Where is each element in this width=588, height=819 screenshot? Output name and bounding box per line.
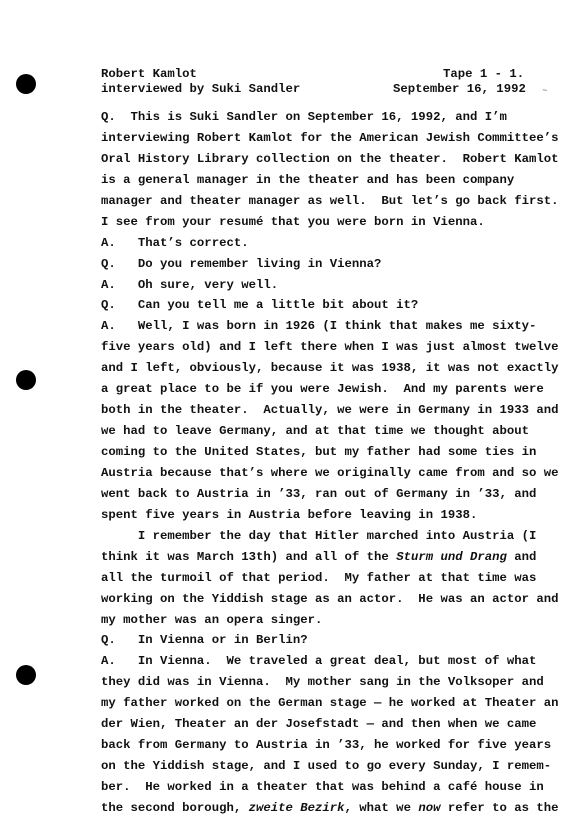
transcript-line: working on the Yiddish stage as an actor. He was an actor and — [101, 591, 559, 606]
transcript-line: Q. Do you remember living in Vienna? — [101, 256, 382, 271]
transcript-line: Austria because that’s where we originally came from and so we — [101, 465, 559, 480]
transcript-line: A. In Vienna. We traveled a great deal, but most of what — [101, 654, 537, 669]
transcript-line: they did was in Vienna. My mother sang in the Volksoper and — [101, 675, 544, 690]
transcript-line: A. Oh sure, very well. — [101, 277, 279, 292]
transcript-line: Q. This is Suki Sandler on September 16, 1992, and I’m — [101, 110, 507, 124]
margin-mark: ~ — [542, 86, 548, 96]
transcript-line: went back to Austria in ’33, ran out of Germany in ’33, and — [101, 486, 537, 501]
transcript-line: manager and theater manager as well. But let’s go back first. — [101, 193, 559, 208]
binder-hole-bottom — [16, 665, 36, 685]
binder-hole-top — [16, 74, 36, 94]
transcript-line: my mother was an opera singer. — [101, 612, 323, 627]
binder-hole-middle — [16, 370, 36, 390]
transcript-line: and I left, obviously, because it was 1938, it was not exactly — [101, 361, 559, 376]
transcript-line: I remember the day that Hitler marched into Austria (I — [101, 528, 537, 543]
transcript-line: think it was March 13th) and all of the Sturm und Drang and — [101, 549, 537, 564]
transcript-line: my father worked on the German stage — he worked at Theater an — [101, 696, 559, 711]
transcript-line: I see from your resumé that you were born in Vienna. — [101, 214, 485, 229]
transcript-line: Q. Can you tell me a little bit about it? — [101, 298, 419, 313]
header-interviewer: interviewed by Suki Sandler — [101, 82, 301, 96]
header-date: September 16, 1992 — [393, 82, 526, 96]
transcript-line: the second borough, zweite Bezirk, what we now refer to as the — [101, 800, 559, 815]
transcript-line: A. Well, I was born in 1926 (I think that makes me sixty- — [101, 319, 537, 334]
header-name: Robert Kamlot — [101, 67, 197, 81]
transcript-line: all the turmoil of that period. My father at that time was — [101, 570, 537, 585]
header-tape: Tape 1 - 1. — [443, 67, 525, 81]
transcript-line: a great place to be if you were Jewish. And my parents were — [101, 382, 544, 397]
transcript-line: we had to leave Germany, and at that time we thought about — [101, 424, 530, 439]
transcript-line: Q. In Vienna or in Berlin? — [101, 633, 308, 648]
transcript-line: ber. He worked in a theater that was behind a café house in — [101, 780, 544, 794]
transcript-body — [101, 107, 559, 819]
transcript-line: is a general manager in the theater and has been company — [101, 172, 515, 187]
transcript-line: Oral History Library collection on the theater. Robert Kamlot — [101, 151, 559, 166]
transcript-line: der Wien, Theater an der Josefstadt — and then when we came — [101, 717, 537, 732]
transcript-line: interviewing Robert Kamlot for the American Jewish Committee’s — [101, 130, 559, 145]
transcript-line: on the Yiddish stage, and I used to go every Sunday, I remem- — [101, 759, 552, 774]
transcript-line: coming to the United States, but my father had some ties in — [101, 445, 537, 459]
transcript-line: both in the theater. Actually, we were in Germany in 1933 and — [101, 403, 559, 418]
transcript-line: five years old) and I left there when I was just almost twelve — [101, 340, 559, 355]
transcript-line: back from Germany to Austria in ’33, he worked for five years — [101, 738, 552, 753]
transcript-line: spent five years in Austria before leaving in 1938. — [101, 507, 478, 522]
transcript-line: A. That’s correct. — [101, 235, 249, 250]
